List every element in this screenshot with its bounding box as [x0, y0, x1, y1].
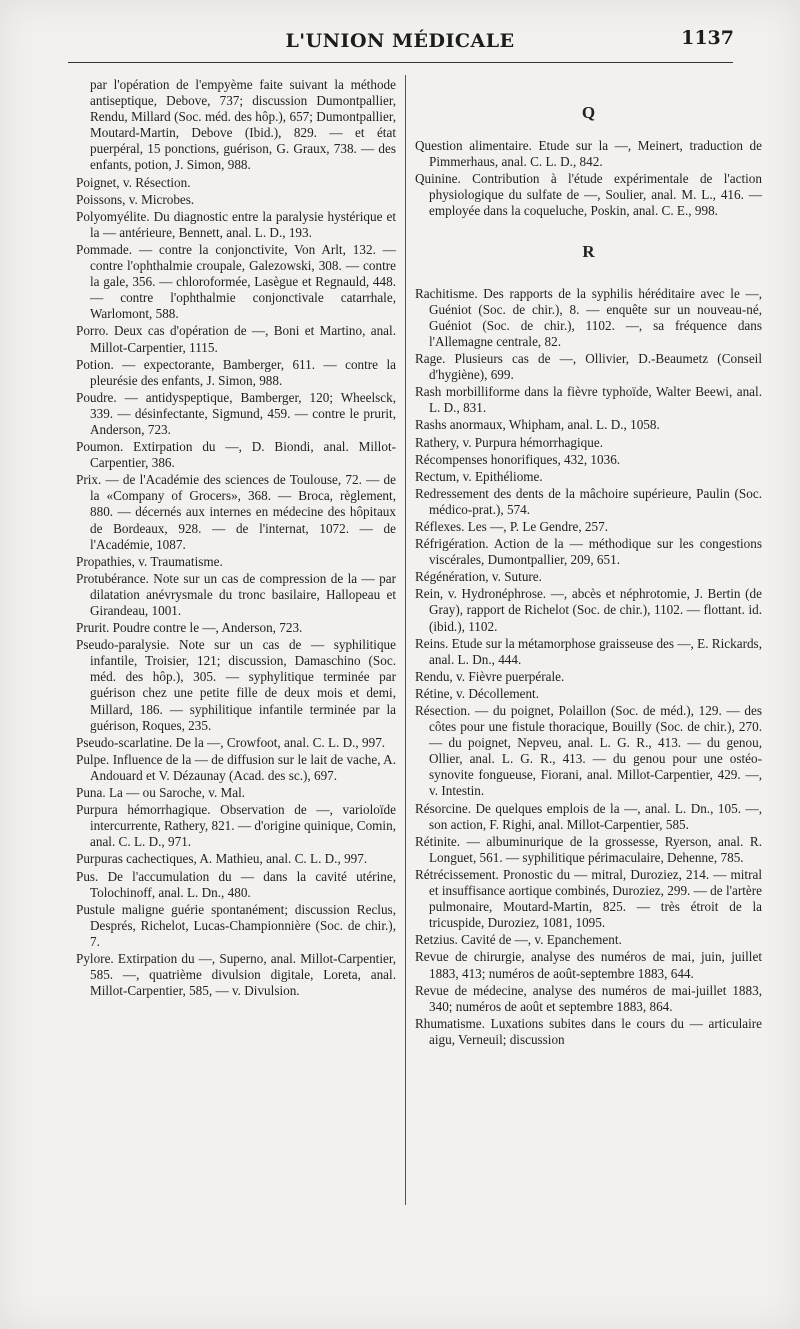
index-entry: Rachitisme. Des rapports de la syphilis héréditaire avec le —, Guéniot (Soc. de chir.), 8. — enquête sur un nouveau-né, Guéniot (Soc. de chir.), 1102. —, sa fréquence dans l'Allemagne centrale, 82.	[415, 285, 762, 349]
index-entry: Rashs anormaux, Whipham, anal. L. D., 1058.	[415, 417, 660, 433]
index-entry: Régénération, v. Suture.	[415, 569, 542, 585]
right-column	[415, 77, 762, 1049]
index-entry: Rétine, v. Décollement.	[415, 685, 540, 701]
index-entry: Rhumatisme. Luxations subites dans le cours du — articulaire aigu, Verneuil; discussion	[415, 1015, 762, 1047]
index-entry: Polyomyélite. Du diagnostic entre la paralysie hystérique et la — antérieure, Bennett, anal. L. D., 193.	[76, 208, 396, 240]
index-entry: Résorcine. De quelques emplois de la —, anal. L. Dn., 105. —, son action, F. Righi, anal. Millot-Carpentier, 585.	[415, 800, 762, 832]
index-entry: Poissons, v. Microbes.	[76, 191, 195, 207]
index-entry: Poignet, v. Résection.	[76, 174, 191, 190]
index-entry: Rectum, v. Epithéliome.	[415, 468, 543, 484]
index-entry: Reins. Etude sur la métamorphose graisseuse des —, E. Rickards, anal. L. Dn., 444.	[415, 635, 762, 667]
index-entry: Réflexes. Les —, P. Le Gendre, 257.	[415, 518, 609, 534]
section-letter-r: R	[582, 241, 595, 261]
index-entry: Résection. — du poignet, Polaillon (Soc. de méd.), 129. — des côtes pour une fistule thoracique, Bouilly (Soc. de chir.), 270. — du poignet, Nepveu, anal. L. G. R., 413. — du genou, Ollier, anal. L. G. R., 413. — du genou pour une ostéo-synovite fongueuse, Fiorani, anal. Millot-Carpentier, 429. —, v. Intestin.	[415, 703, 762, 799]
index-entry: Puna. La — ou Saroche, v. Mal.	[76, 785, 246, 801]
index-entry: Pulpe. Influence de la — de diffusion sur le lait de vache, A. Andouard et V. Dézaunay (Acad. des sc.), 697.	[76, 751, 396, 783]
index-entry: Prurit. Poudre contre le —, Anderson, 723.	[76, 620, 303, 636]
index-entry: Quinine. Contribution à l'étude expérimentale de l'action physiologique du sulfate de —, Soulier, anal. M. L., 416. — employée dans la coqueluche, Poskin, anal. C. E., 998.	[415, 171, 762, 219]
index-entry: Rétinite. — albuminurique de la grossesse, Ryerson, anal. R. Longuet, 561. — syphilitique périmaculaire, Dehenne, 785.	[415, 833, 762, 865]
section-letter-q: Q	[581, 103, 596, 122]
index-entry: par l'opération de l'empyème faite suivant la méthode antiseptique, Debove, 737; discussion Dumontpallier, Rendu, Millard (Soc. méd. des hôp.), 657; Dumontpallier, Moutard-Martin, Debove (Ibid.), 829. — et état puerpéral, 15 ponctions, guérison, G. Graux, 738. — des enfants, potion, J. Simon, 988.	[90, 77, 396, 173]
index-entry: Purpura hémorrhagique. Observation de —, varioloïde intercurrente, Rathery, 821. — d'origine quinique, Comin, anal. C. L. D., 971.	[76, 802, 396, 850]
index-entry: Poudre. — antidyspeptique, Bamberger, 120; Wheelsck, 339. — désinfectante, Sigmund, 459. — contre le prurit, Anderson, 723.	[76, 389, 396, 437]
index-entry: Purpuras cachectiques, A. Mathieu, anal. C. L. D., 997.	[76, 851, 368, 867]
running-title: L'UNION MÉDICALE	[285, 30, 515, 52]
left-column	[76, 77, 396, 1000]
index-entry: Rétrécissement. Pronostic du — mitral, Duroziez, 214. — mitral et insuffisance aortique combinés, Duroziez, 299. — de l'artère pulmonaire, Moutard-Martin, 825. — très étroit de la tricuspide, Duroziez, 1081, 1095.	[415, 866, 762, 931]
page-number: 1137	[681, 27, 734, 49]
index-entry: Pylore. Extirpation du —, Superno, anal. Millot-Carpentier, 585. —, quatrième divulsion digitale, Loreta, anal. Millot-Carpentier, 585, — v. Divulsion.	[76, 950, 396, 999]
index-entry: Réfrigération. Action de la — méthodique sur les congestions viscérales, Dumontpallier, 209, 651.	[415, 536, 762, 568]
column-rule	[405, 75, 406, 1205]
header-rule	[68, 62, 733, 63]
index-entry: Porro. Deux cas d'opération de —, Boni et Martino, anal. Millot-Carpentier, 1115.	[76, 323, 396, 355]
index-entry: Pseudo-scarlatine. De la —, Crowfoot, anal. C. L. D., 997.	[76, 734, 386, 750]
index-entry: Pus. De l'accumulation du — dans la cavité utérine, Tolochinoff, anal. L. Dn., 480.	[76, 868, 396, 900]
index-entry: Rendu, v. Fièvre puerpérale.	[415, 668, 565, 684]
index-entry: Propathies, v. Traumatisme.	[76, 553, 223, 569]
index-entry: Poumon. Extirpation du —, D. Biondi, anal. Millot-Carpentier, 386.	[76, 439, 396, 471]
index-entry: Rage. Plusieurs cas de —, Ollivier, D.-Beaumetz (Conseil d'hygiène), 699.	[415, 351, 762, 383]
index-entry: Rein, v. Hydronéphrose. —, abcès et néphrotomie, J. Bertin (de Gray), rapport de Richelot (Soc. de chir.), 1102. — flottant. id. (ibid.), 1102.	[415, 586, 762, 634]
index-entry: Rash morbilliforme dans la fièvre typhoïde, Walter Beewi, anal. L. D., 831.	[415, 384, 762, 416]
index-entry: Récompenses honorifiques, 432, 1036.	[415, 451, 621, 467]
index-entry: Pustule maligne guérie spontanément; discussion Reclus, Després, Richelot, Lucas-Championnière (Soc. de chir.), 7.	[76, 901, 396, 949]
index-entry: Protubérance. Note sur un cas de compression de la — par dilatation anévrysmale du tronc basilaire, Hallopeau et Girandeau, 1001.	[76, 570, 396, 618]
index-entry: Prix. — de l'Académie des sciences de Toulouse, 72. — de la «Company of Grocers», 368. — Broca, règlement, 880. — décernés aux internes en médecine des hôpitaux de Bordeaux, 928. — de l'internat, 1072. — de l'Académie, 1087.	[76, 472, 396, 552]
index-entry: Revue de médecine, analyse des numéros de mai-juillet 1883, 340; numéros de août et septembre 1883, 864.	[415, 982, 762, 1014]
index-entry: Retzius. Cavité de —, v. Epanchement.	[415, 932, 622, 948]
index-entry: Pommade. — contre la conjonctivite, Von Arlt, 132. — contre l'ophthalmie croupale, Galezowski, 308. — contre la gale, 356. — chloroformée, Lasègue et Regnauld, 448. — contre l'ophthalmie conjonctivale catarrhale, Warlomont, 588.	[76, 241, 396, 322]
index-entry: Pseudo-paralysie. Note sur un cas de — syphilitique infantile, Troisier, 121; discussion, Damaschino (Soc. méd. des hôp.), 305. — syphylitique terminée par guérison chez une petite fille de deux mois et demi, Millard, 186. — syphilitique infantile terminée par la guérison, Roques, 235.	[76, 637, 396, 733]
index-entry: Rathery, v. Purpura hémorrhagique.	[415, 434, 603, 450]
index-entry: Question alimentaire. Etude sur la —, Meinert, traduction de Pimmerhaus, anal. C. L. D., 842.	[415, 138, 762, 170]
index-entry: Redressement des dents de la mâchoire supérieure, Paulin (Soc. médico-prat.), 574.	[415, 485, 762, 517]
index-entry: Revue de chirurgie, analyse des numéros de mai, juin, juillet 1883, 413; numéros de août-septembre 1883, 644.	[415, 949, 762, 981]
index-entry: Potion. — expectorante, Bamberger, 611. — contre la pleurésie des enfants, J. Simon, 988.	[76, 356, 396, 388]
